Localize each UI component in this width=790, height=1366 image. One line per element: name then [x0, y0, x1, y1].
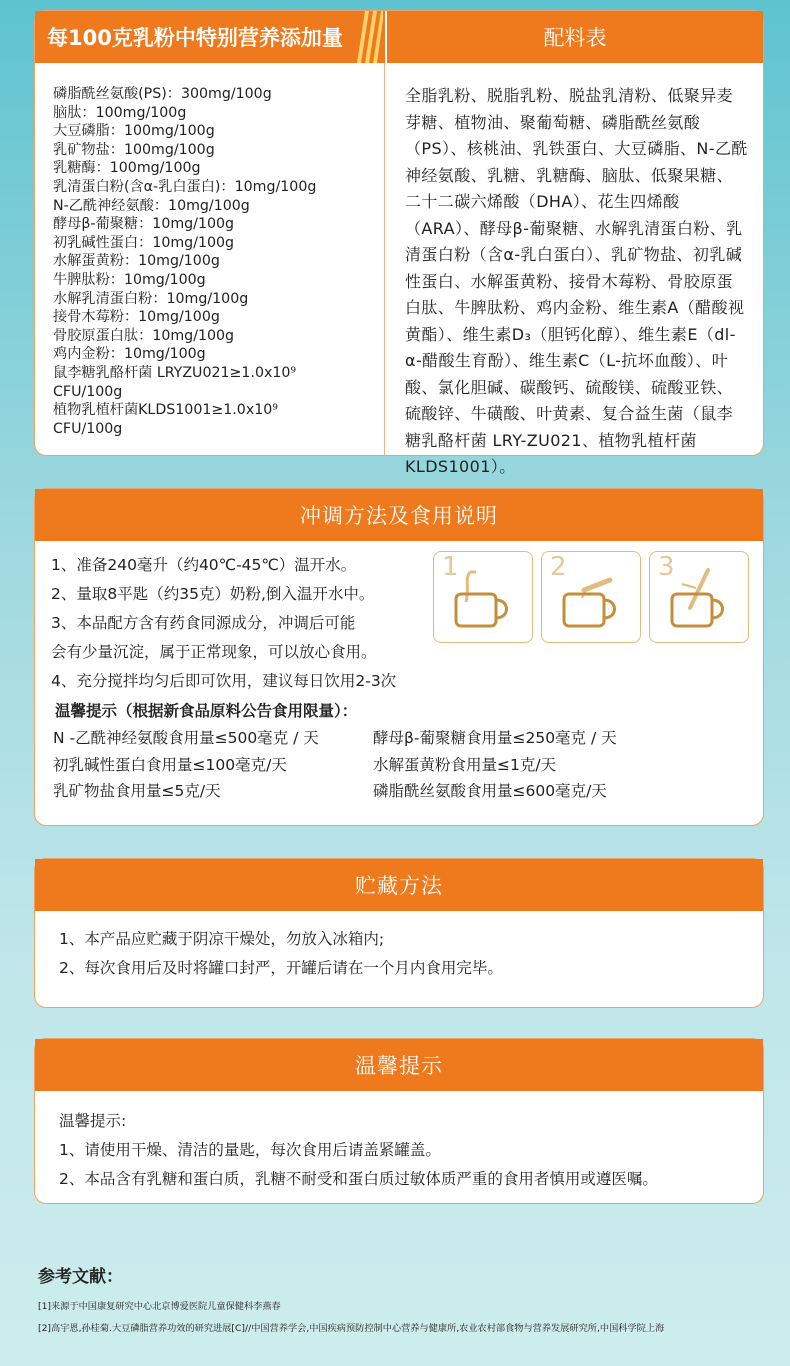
warm-tips-lines [59, 1107, 658, 1194]
ingredients-text: 全脂乳粉、脱脂乳粉、脱盐乳清粉、低聚异麦芽糖、植物油、聚葡萄糖、磷脂酰丝氨酸（PS）、核桃油、乳铁蛋白、大豆磷脂、N-乙酰神经氨酸、乳糖、乳糖酶、脑肽、低聚果糖、二十二碳六烯酸（DHA）、花生四烯酸（ARA）、酵母β-葡聚糖、水解乳清蛋白粉、乳清蛋白粉（含α-乳白蛋白）、乳矿物盐、初乳碱性蛋白、水解蛋黄粉、接骨木莓粉、骨胶原蛋白肽、牛脾肽粉、鸡内金粉、维生素A（醋酸视黄酯）、维生素D₃（胆钙化醇）、维生素E（dl-α-醋酸生育酚）、维生素C（L-抗坏血酸）、叶酸、氯化胆碱、碳酸钙、硫酸镁、硫酸亚铁、硫酸锌、牛磺酸、叶黄素、复合益生菌（鼠李糖乳酪杆菌 LRY-ZU021、植物乳植杆菌KLDS1001）。 [405, 86, 748, 476]
warm-tips-title: 温馨提示 [35, 1039, 763, 1091]
limit-row [53, 778, 617, 805]
step-line: 4、充分搅拌均匀后即可饮用，建议每日饮用2-3次 [51, 672, 397, 690]
nutrient-line: 初乳碱性蛋白：10mg/100g [53, 234, 235, 251]
add-powder-icon [564, 568, 624, 630]
nutrient-line: 脑肽：100mg/100g [53, 104, 187, 121]
limit-row [53, 752, 617, 779]
preparation-steps [51, 551, 396, 696]
nutrient-line: 植物乳植杆菌KLDS1001≥1.0x10⁹ [53, 402, 278, 419]
step-number: 1 [442, 552, 459, 582]
limit-item: 磷脂酰丝氨酸食用量≤600毫克/天 [373, 782, 607, 800]
nutrient-line: CFU/100g [53, 383, 123, 400]
nutrient-line: 牛脾肽粉：10mg/100g [53, 271, 206, 288]
storage-title: 贮藏方法 [35, 859, 763, 911]
storage-line: 2、每次食用后及时将罐口封严，开罐后请在一个月内食用完毕。 [59, 959, 503, 977]
nutrient-line: N-乙酰神经氨酸：10mg/100g [53, 197, 250, 214]
limit-item: 水解蛋黄粉食用量≤1克/天 [373, 755, 557, 774]
storage-lines [59, 925, 503, 983]
nutrient-line: 乳清蛋白粉(含α-乳白蛋白)：10mg/100g [53, 178, 317, 195]
reference-item: [1]来源于中国康复研究中心北京博爱医院儿童保健科李燕春 [38, 1301, 281, 1312]
nutrient-line: 骨胶原蛋白肽：10mg/100g [53, 327, 235, 344]
nutrients-title-text: 每100克乳粉中特别营养添加量 [47, 26, 343, 50]
limit-item: 初乳碱性蛋白食用量≤100毫克/天 [53, 755, 287, 774]
step-3-box [649, 551, 749, 643]
step-line: 会有少量沉淀，属于正常现象，可以放心食用。 [51, 643, 377, 661]
intake-limits [53, 725, 617, 805]
nutrient-line: 水解乳清蛋白粉：10mg/100g [53, 290, 249, 307]
nutrient-line: 大豆磷脂：100mg/100g [53, 123, 215, 140]
references [38, 1262, 664, 1345]
preparation-title: 冲调方法及食用说明 [35, 489, 763, 541]
step-line: 1、准备240毫升（约40℃-45℃）温开水。 [51, 556, 357, 574]
nutrient-line: 鸡内金粉：10mg/100g [53, 346, 206, 363]
nutrient-line: 酵母β-葡聚糖：10mg/100g [53, 216, 235, 233]
references-title: 参考文献： [38, 1267, 123, 1287]
limit-item: 酵母β-葡聚糖食用量≤250毫克 / 天 [373, 729, 617, 747]
step-icons [433, 551, 749, 643]
step-2-box [541, 551, 641, 643]
step-line: 2、量取8平匙（约35克）奶粉,倒入温开水中。 [51, 585, 375, 603]
nutrient-line: 接骨木莓粉：10mg/100g [53, 309, 220, 326]
storage-line: 1、本产品应贮藏于阴凉干燥处，勿放入冰箱内; [59, 930, 385, 948]
reference-item: [2]高宇恩,孙桂菊.大豆磷脂营养功效的研究进展[C]//中国营养学会,中国疾病预防控制中心营养与健康所,农业农村部食物与营养发展研究所,中国科学院上海 [38, 1323, 665, 1334]
step-line: 3、本品配方含有药食同源成分，冲调后可能 [51, 614, 356, 632]
preparation-card [34, 488, 764, 826]
nutrient-line: 乳糖酶：100mg/100g [53, 160, 201, 177]
step-number: 3 [658, 552, 675, 582]
nutrient-line: 水解蛋黄粉：10mg/100g [53, 253, 220, 270]
storage-card [34, 858, 764, 1008]
stir-icon [672, 568, 732, 630]
limits-title: 温馨提示（根据新食品原料公告食用限量）： [55, 702, 358, 720]
warm-tips-card [34, 1038, 764, 1204]
card-header [35, 11, 763, 63]
nutrient-line: 乳矿物盐：100mg/100g [53, 141, 215, 158]
nutrient-line: 磷脂酰丝氨酸(PS)：300mg/100g [53, 86, 272, 102]
nutrients-title [35, 11, 385, 63]
warm-tip-line: 温馨提示: [59, 1112, 127, 1130]
nutrition-ingredients-card [34, 10, 764, 476]
stripes-decoration [357, 11, 383, 63]
warm-tip-line: 1、请使用干燥、清洁的量匙，每次食用后请盖紧罐盖。 [59, 1141, 441, 1159]
limit-item: N -乙酰神经氨酸食用量≤500毫克 / 天 [53, 729, 319, 747]
ingredient-list [385, 63, 763, 476]
nutrient-line: 鼠李糖乳酪杆菌 LRYZU021≥1.0x10⁹ [53, 364, 297, 381]
nutrient-line: CFU/100g [53, 420, 123, 437]
limit-row [53, 725, 617, 752]
step-1-box [433, 551, 533, 643]
step-number: 2 [550, 552, 567, 582]
limit-item: 乳矿物盐食用量≤5克/天 [53, 782, 221, 800]
pour-water-icon [456, 568, 516, 630]
warm-tip-line: 2、本品含有乳糖和蛋白质，乳糖不耐受和蛋白质过敏体质严重的食用者慎用或遵医嘱。 [59, 1170, 658, 1188]
ingredients-title: 配料表 [385, 11, 763, 63]
nutrient-list [35, 63, 385, 455]
